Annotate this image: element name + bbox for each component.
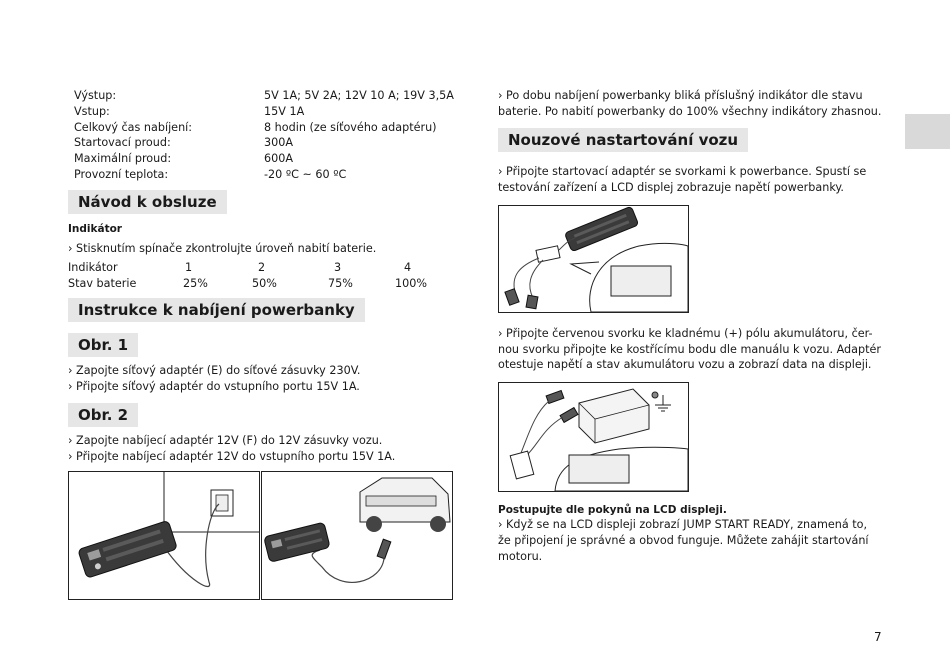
table-row-label: Indikátor xyxy=(68,261,118,274)
section-heading-charging: Instrukce k nabíjení powerbanky xyxy=(68,298,365,322)
table-cell: 2 xyxy=(258,261,266,274)
spec-row xyxy=(74,151,474,167)
table-cell: 25% xyxy=(183,277,208,290)
final-line: motoru. xyxy=(498,550,543,563)
figure-battery-clamps xyxy=(498,382,689,492)
table-cell: 75% xyxy=(328,277,353,290)
final-line: › Když se na LCD displeji zobrazí JUMP START READY, znamená to, xyxy=(498,518,868,531)
clamp-line: nou svorku připojte ke kostřícímu bodu dle manuálu k vozu. Adaptér xyxy=(498,343,881,356)
final-title: Postupujte dle pokynů na LCD displeji. xyxy=(498,504,727,516)
spec-value: 600A xyxy=(264,152,294,165)
table-cell: 100% xyxy=(395,277,427,290)
spec-row xyxy=(74,135,474,151)
clamp-line: › Připojte červenou svorku ke kladnému (+) pólu akumulátoru, čer- xyxy=(498,327,873,340)
fig1-line: › Připojte síťový adaptér do vstupního portu 15V 1A. xyxy=(68,380,360,393)
intro-line: › Po dobu nabíjení powerbanky bliká příslušný indikátor dle stavu xyxy=(498,89,863,102)
spec-value: 5V 1A; 5V 2A; 12V 10 A; 19V 3,5A xyxy=(264,89,454,102)
jump-line: › Připojte startovací adaptér se svorkami k powerbance. Spustí se xyxy=(498,165,867,178)
jump-line: testování zařízení a LCD displej zobrazuje napětí powerbanky. xyxy=(498,181,844,194)
spec-label: Vstup: xyxy=(74,105,110,118)
final-line: že připojení je správné a obvod funguje. Můžete zahájit startování xyxy=(498,534,869,547)
spec-label: Celkový čas nabíjení: xyxy=(74,121,193,134)
indicator-title: Indikátor xyxy=(68,223,122,235)
spec-label: Startovací proud: xyxy=(74,136,171,149)
table-cell: 50% xyxy=(252,277,277,290)
figure-car-charging xyxy=(261,471,453,600)
page-number: 7 xyxy=(874,630,882,644)
table-row-label: Stav baterie xyxy=(68,277,137,290)
fig1-heading: Obr. 1 xyxy=(68,333,138,357)
fig2-line: › Připojte nabíjecí adaptér 12V do vstupního portu 15V 1A. xyxy=(68,450,396,463)
figure-wall-charging xyxy=(68,471,260,600)
spec-row xyxy=(74,120,474,136)
clamp-line: otestuje napětí a stav akumulátoru vozu a zobrazí data na displeji. xyxy=(498,358,872,371)
intro-line: baterie. Po nabití powerbanky do 100% všechny indikátory zhasnou. xyxy=(498,105,882,118)
table-cell: 1 xyxy=(185,261,193,274)
spec-row xyxy=(74,104,474,120)
spec-row xyxy=(74,167,474,183)
spec-row xyxy=(74,88,474,104)
indicator-text: › Stisknutím spínače zkontrolujte úroveň nabití baterie. xyxy=(68,242,377,255)
section-heading-jump-start: Nouzové nastartování vozu xyxy=(498,128,748,152)
spec-value: 300A xyxy=(264,136,294,149)
spec-label: Provozní teplota: xyxy=(74,168,169,181)
spec-label: Maximální proud: xyxy=(74,152,172,165)
section-heading-manual: Návod k obsluze xyxy=(68,190,227,214)
spec-value: -20 ºC ~ 60 ºC xyxy=(264,168,347,181)
fig2-line: › Zapojte nabíjecí adaptér 12V (F) do 12V zásuvky vozu. xyxy=(68,434,383,447)
side-tab-marker xyxy=(905,114,950,149)
fig2-heading: Obr. 2 xyxy=(68,403,138,427)
table-cell: 4 xyxy=(404,261,412,274)
table-cell: 3 xyxy=(334,261,342,274)
spec-value: 8 hodin (ze síťového adaptéru) xyxy=(264,121,437,134)
spec-value: 15V 1A xyxy=(264,105,305,118)
spec-label: Výstup: xyxy=(74,89,117,102)
figure-jump-starter-lcd xyxy=(498,205,689,313)
fig1-line: › Zapojte síťový adaptér (E) do síťové zásuvky 230V. xyxy=(68,364,361,377)
